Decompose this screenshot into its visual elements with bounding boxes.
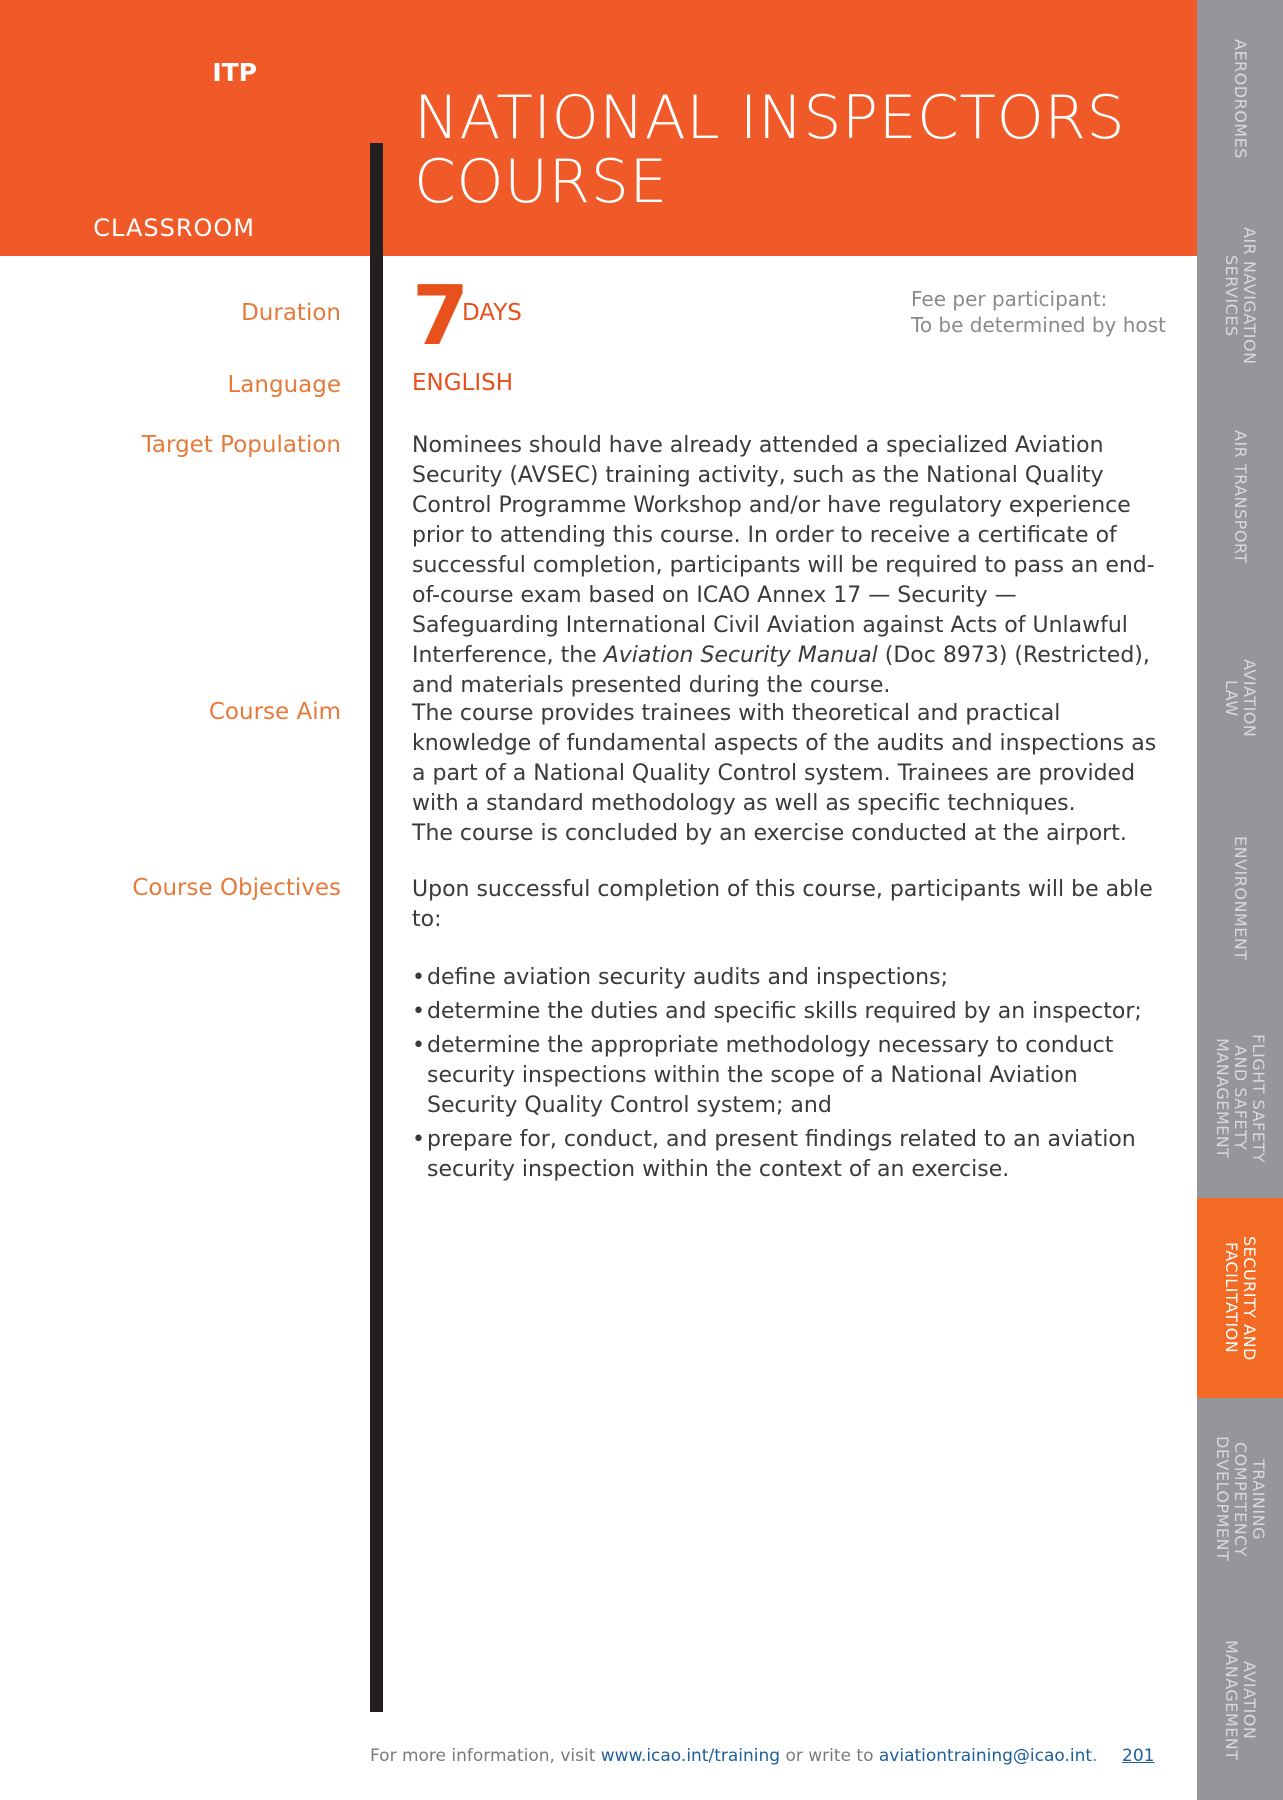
tab-air-transport[interactable]: AIR TRANSPORT [1231, 429, 1250, 564]
course-aim-para-1: The course provides trainees with theoretical and practical knowledge of fundamental aspects of the audits and inspections as a part of a National Quality Control system. Trainees are provided with a standard methodology as well as specific techniques. [412, 701, 1157, 816]
course-aim-label: Course Aim [208, 699, 341, 725]
language-label: Language [227, 372, 341, 398]
target-population-text [412, 431, 1168, 701]
duration-number: 7 [412, 269, 470, 364]
list-item: • determine the duties and specific skills required by an inspector; [412, 997, 1168, 1027]
title-line-1: NATIONAL INSPECTORS [414, 83, 1126, 153]
duration-label: Duration [241, 300, 341, 326]
page-number[interactable]: 201 [1122, 1746, 1155, 1766]
tab-aviation-management[interactable]: AVIATION MANAGEMENT [1222, 1639, 1259, 1761]
tab-security-facilitation[interactable]: SECURITY AND FACILITATION [1197, 1198, 1283, 1398]
training-link[interactable]: www.icao.int/training [600, 1746, 781, 1766]
objectives-list [412, 963, 1168, 1185]
fee-line-1: Fee per participant: [911, 287, 1108, 311]
fee-info [911, 286, 1166, 338]
duration-unit: DAYS [462, 300, 522, 326]
target-population-label: Target Population [141, 432, 341, 458]
footer-middle: or write to [780, 1746, 879, 1766]
vertical-divider [370, 143, 383, 1712]
section-sidebar [1197, 0, 1283, 1800]
program-label: ITP [212, 58, 257, 87]
objectives-intro: Upon successful completion of this course, participants will be able to: [412, 877, 1153, 932]
language-value: ENGLISH [412, 370, 514, 396]
target-text-after: (Doc 8973) (Restricted), and materials presented during the course. [412, 643, 1150, 698]
tab-flight-safety[interactable]: FLIGHT SAFETY AND SAFETY MANAGEMENT [1213, 1033, 1268, 1163]
tab-training-competency[interactable]: TRAINING COMPETENCY DEVELOPMENT [1213, 1436, 1268, 1562]
course-objectives-label: Course Objectives [132, 875, 341, 901]
email-link[interactable]: aviationtraining@icao.int [878, 1746, 1093, 1766]
course-aim-text [412, 699, 1168, 849]
course-objectives-text [412, 875, 1168, 1189]
target-text-before: Nominees should have already attended a specialized Aviation Security (AVSEC) training activity, such as the National Quality Control Programme Workshop and/or have regulatory experience prior to attending this course. In order to receive a certificate of successful completion, participants will be required to pass an end-of-course exam based on ICAO Annex 17 — Security — Safeguarding International Civil Aviation against Acts of Unlawful Interference, the [412, 433, 1155, 668]
tab-aviation-law[interactable]: AVIATION LAW [1222, 658, 1259, 738]
list-item: • determine the appropriate methodology necessary to conduct security inspections within the scope of a National Aviation Security Quality Control system; and [412, 1031, 1168, 1121]
tab-environment[interactable]: ENVIRONMENT [1231, 835, 1250, 961]
tab-air-navigation-services[interactable]: AIR NAVIGATION SERVICES [1222, 227, 1259, 365]
course-format: CLASSROOM [93, 214, 255, 242]
footer-prefix: For more information, visit [370, 1746, 601, 1766]
footer-suffix: . [1092, 1746, 1098, 1766]
list-item: • define aviation security audits and inspections; [412, 963, 1168, 993]
page-title [414, 83, 1174, 217]
footer-info [370, 1746, 1097, 1766]
fee-line-2: To be determined by host [911, 313, 1166, 337]
course-aim-para-2: The course is concluded by an exercise conducted at the airport. [412, 821, 1127, 846]
tab-aerodromes[interactable]: AERODROMES [1231, 38, 1250, 159]
header-banner [0, 0, 1197, 256]
title-line-2: COURSE [414, 147, 668, 217]
target-text-italic: Aviation Security Manual [603, 643, 878, 668]
list-item: • prepare for, conduct, and present findings related to an aviation security inspection within the context of an exercise. [412, 1125, 1168, 1185]
